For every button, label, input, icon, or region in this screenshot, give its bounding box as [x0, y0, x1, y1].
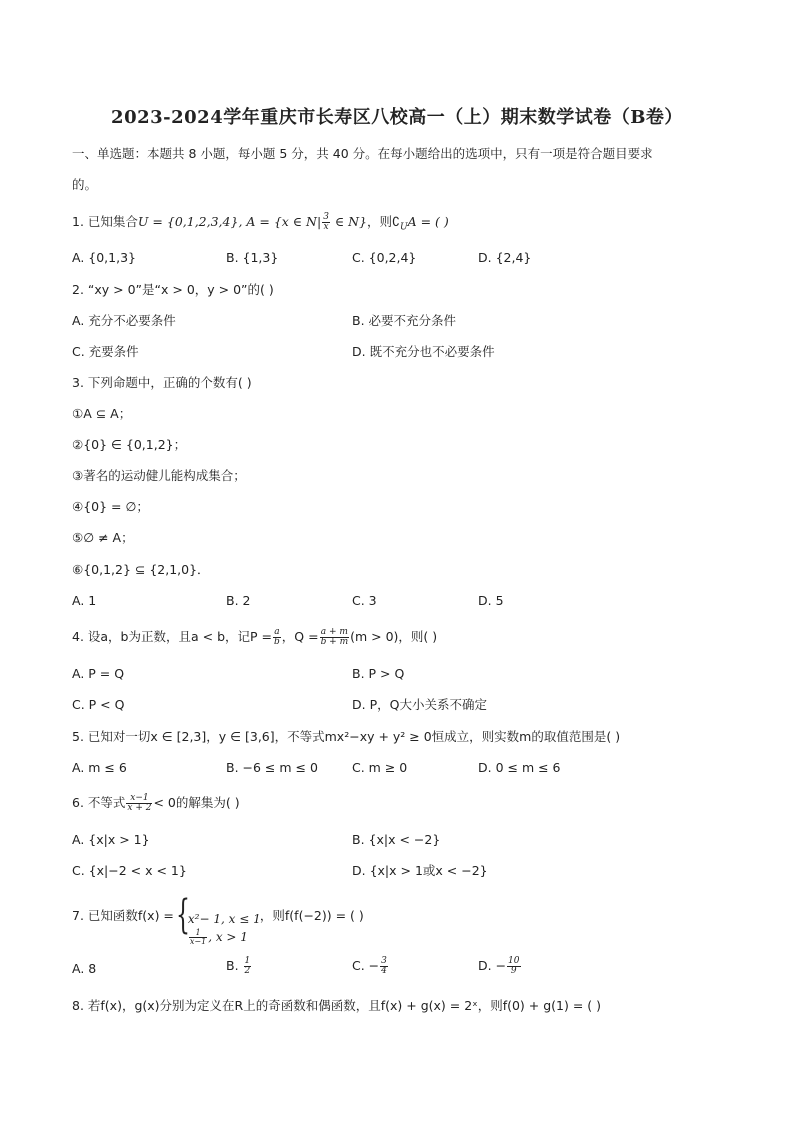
question-4 — [72, 628, 437, 647]
q2-option-c: C. 充要条件 — [72, 344, 139, 359]
q3-item-3: ③著名的运动健儿能构成集合； — [72, 468, 246, 483]
q4-p-den: b — [274, 637, 280, 647]
q3-item-2: ②{0} ∈ {0,1,2}； — [72, 437, 187, 452]
q6-option-b: B. {x|x < −2} — [352, 832, 441, 847]
q4-option-d: D. P，Q大小关系不确定 — [352, 697, 487, 712]
q4-option-b: B. P > Q — [352, 666, 405, 681]
question-5: 5. 已知对一切x ∈ [2,3]，y ∈ [3,6]，不等式mx²−xy + y² ≥ 0恒成立，则实数m的取值范围是( ) — [72, 729, 621, 744]
q7-b-den: 2 — [244, 966, 251, 976]
q4-post: (m > 0)，则( ) — [350, 629, 438, 644]
q7-b-pre: B. — [226, 958, 239, 973]
q7-piecewise — [175, 891, 261, 946]
q3-item-5: ⑤∅ ≠ A； — [72, 530, 134, 545]
q7-option-d — [478, 957, 522, 976]
q1-tail3: A = ( ) — [407, 214, 449, 229]
q3-item-6: ⑥{0,1,2} ⊆ {2,1,0}． — [72, 562, 210, 577]
q7-row2-den: x−1 — [189, 936, 207, 946]
q1-option-d: D. {2,4} — [478, 250, 532, 265]
q1-tail: ，则∁ — [367, 214, 400, 229]
q7-d-frac — [507, 957, 520, 976]
q7-row-1: x²− 1, x ≤ 1 — [187, 911, 261, 926]
q7-c-den: 4 — [381, 966, 387, 976]
q1-tail-sub: U — [399, 222, 408, 233]
q3-item-4: ④{0} = ∅； — [72, 499, 149, 514]
q7-d-den: 9 — [510, 966, 517, 976]
q2-option-b: B. 必要不充分条件 — [352, 313, 457, 328]
section-heading: 一、单选题：本题共 8 小题，每小题 5 分，共 40 分。在每小题给出的选项中，只有一项是符合题目要求 — [72, 146, 653, 161]
left-brace-icon: { — [175, 891, 190, 938]
q7-pre: 7. 已知函数f(x) = — [72, 908, 174, 923]
q7-b-num: 1 — [244, 956, 251, 966]
q3-option-c: C. 3 — [352, 593, 377, 608]
q4-Q-fraction — [320, 628, 350, 647]
q7-c-num: 3 — [381, 956, 387, 966]
q1-A-post: ∈ N} — [330, 214, 368, 229]
question-2: 2. “xy > 0”是“x > 0，y > 0”的( ) — [72, 282, 274, 297]
q6-pre: 6. 不等式 — [72, 795, 126, 810]
q1-frac-den: x — [323, 222, 329, 232]
q3-option-a: A. 1 — [72, 593, 97, 608]
q1-U: U = {0,1,2,3,4} — [137, 214, 239, 229]
q4-q-num: a + m — [320, 627, 348, 637]
q1-fraction — [322, 213, 330, 232]
q7-option-b — [226, 957, 252, 976]
q1-pre: 1. 已知集合 — [72, 214, 138, 229]
q1-option-c: C. {0,2,4} — [352, 250, 417, 265]
question-7 — [72, 891, 364, 946]
q5-option-a: A. m ≤ 6 — [72, 760, 127, 775]
q4-P-fraction — [273, 628, 281, 647]
q7-d-num: 10 — [508, 956, 520, 966]
q6-option-c: C. {x|−2 < x < 1} — [72, 863, 187, 878]
q7-option-a: A. 8 — [72, 961, 97, 976]
q1-A-pre: , A = {x ∈ N| — [238, 214, 322, 229]
q7-c-frac — [380, 957, 388, 976]
q7-c-pre: C. − — [352, 958, 380, 973]
q7-row-2 — [188, 917, 248, 957]
q4-q-den: b + m — [320, 637, 349, 647]
q6-option-a: A. {x|x > 1} — [72, 832, 150, 847]
q7-post: ，则f(f(−2)) = ( ) — [259, 908, 364, 923]
exam-title: 2023-2024学年重庆市长寿区八校高一（上）期末数学试卷（B卷） — [111, 107, 683, 128]
q6-den: x + 2 — [127, 803, 152, 813]
q6-option-d: D. {x|x > 1或x < −2} — [352, 863, 488, 878]
q1-option-b: B. {1,3} — [226, 250, 279, 265]
q7-b-frac — [244, 957, 252, 976]
question-3: 3. 下列命题中，正确的个数有( ) — [72, 375, 252, 390]
q5-option-d: D. 0 ≤ m ≤ 6 — [478, 760, 561, 775]
q4-pre: 4. 设a，b为正数，且a < b，记P = — [72, 629, 272, 644]
q4-p-num: a — [274, 627, 280, 637]
q6-post: < 0的解集为( ) — [153, 795, 240, 810]
q3-item-1: ①A ⊆ A； — [72, 406, 132, 421]
q2-option-d: D. 既不充分也不必要条件 — [352, 344, 495, 359]
q6-fraction — [126, 794, 152, 813]
q6-num: x−1 — [126, 794, 152, 804]
q4-option-c: C. P < Q — [72, 697, 125, 712]
question-6 — [72, 794, 240, 813]
q7-row2-frac — [189, 929, 207, 946]
q7-d-pre: D. − — [478, 958, 507, 973]
section-heading-cont: 的。 — [72, 177, 98, 192]
q1-option-a: A. {0,1,3} — [72, 250, 136, 265]
q7-row2-num: 1 — [189, 929, 207, 938]
q4-option-a: A. P = Q — [72, 666, 125, 681]
q2-option-a: A. 充分不必要条件 — [72, 313, 176, 328]
q3-option-d: D. 5 — [478, 593, 504, 608]
q4-mid: ，Q = — [281, 629, 319, 644]
q1-frac-num: 3 — [323, 212, 329, 222]
q7-row2-post: , x > 1 — [208, 929, 248, 944]
q7-option-c — [352, 957, 389, 976]
q3-option-b: B. 2 — [226, 593, 251, 608]
question-1 — [72, 213, 449, 236]
q5-option-c: C. m ≥ 0 — [352, 760, 408, 775]
q5-option-b: B. −6 ≤ m ≤ 0 — [226, 760, 318, 775]
question-8: 8. 若f(x)，g(x)分别为定义在R上的奇函数和偶函数，且f(x) + g(x) = 2ˣ，则f(0) + g(1) = ( ) — [72, 998, 602, 1013]
